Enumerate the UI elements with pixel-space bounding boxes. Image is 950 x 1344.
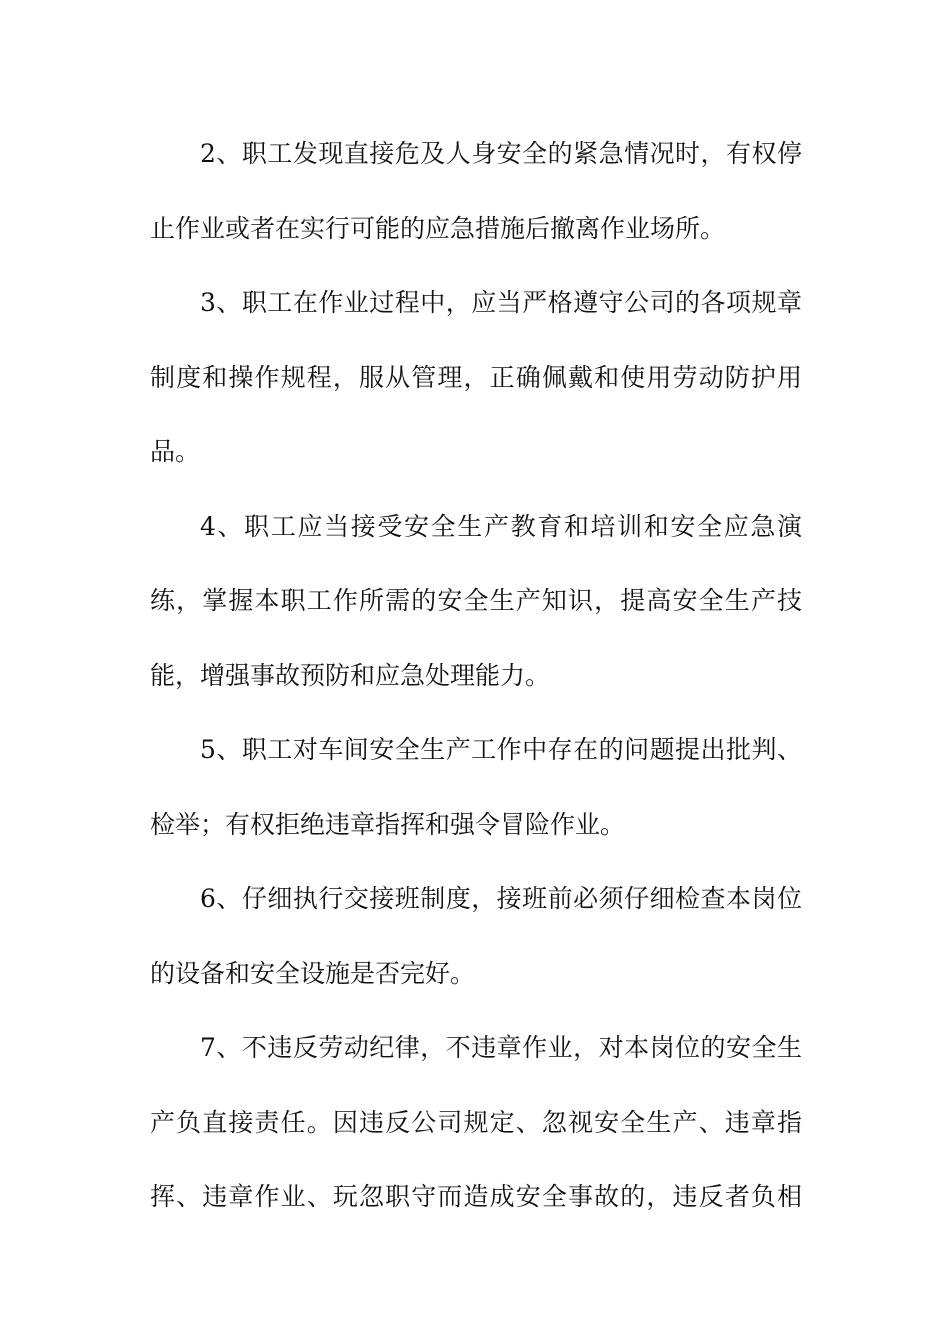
text-line: 的设备和安全设施是否完好。 — [150, 958, 476, 988]
text-line: 练，掌握本职工作所需的安全生产知识，提高安全生产技 — [150, 586, 802, 615]
text-line: 能，增强事故预防和应急处理能力。 — [150, 660, 551, 690]
text-line: 制度和操作规程，服从管理，正确佩戴和使用劳动防护用 — [150, 362, 802, 392]
text-line: 2、职工发现直接危及人身安全的紧急情况时，有权停 — [200, 139, 802, 168]
text-line: 5、职工对车间安全生产工作中存在的问题提出批判、 — [200, 735, 802, 764]
text-line: 产负直接责任。因违反公司规定、忽视安全生产、违章指 — [150, 1107, 802, 1137]
text-line: 品。 — [150, 437, 201, 466]
text-line: 3、职工在作业过程中，应当严格遵守公司的各项规章 — [200, 288, 802, 317]
text-line: 6、仔细执行交接班制度，接班前必须仔细检查本岗位 — [200, 884, 802, 913]
text-line: 7、不违反劳动纪律，不违章作业，对本岗位的安全生 — [200, 1033, 802, 1062]
text-line: 检举；有权拒绝违章指挥和强令冒险作业。 — [150, 809, 626, 839]
text-line: 挥、违章作业、玩忽职守而造成安全事故的，违反者负相 — [150, 1182, 802, 1211]
document-body — [150, 117, 802, 1235]
text-line: 4、职工应当接受安全生产教育和培训和安全应急演 — [200, 511, 802, 541]
text-line: 止作业或者在实行可能的应急措施后撤离作业场所。 — [150, 213, 726, 243]
